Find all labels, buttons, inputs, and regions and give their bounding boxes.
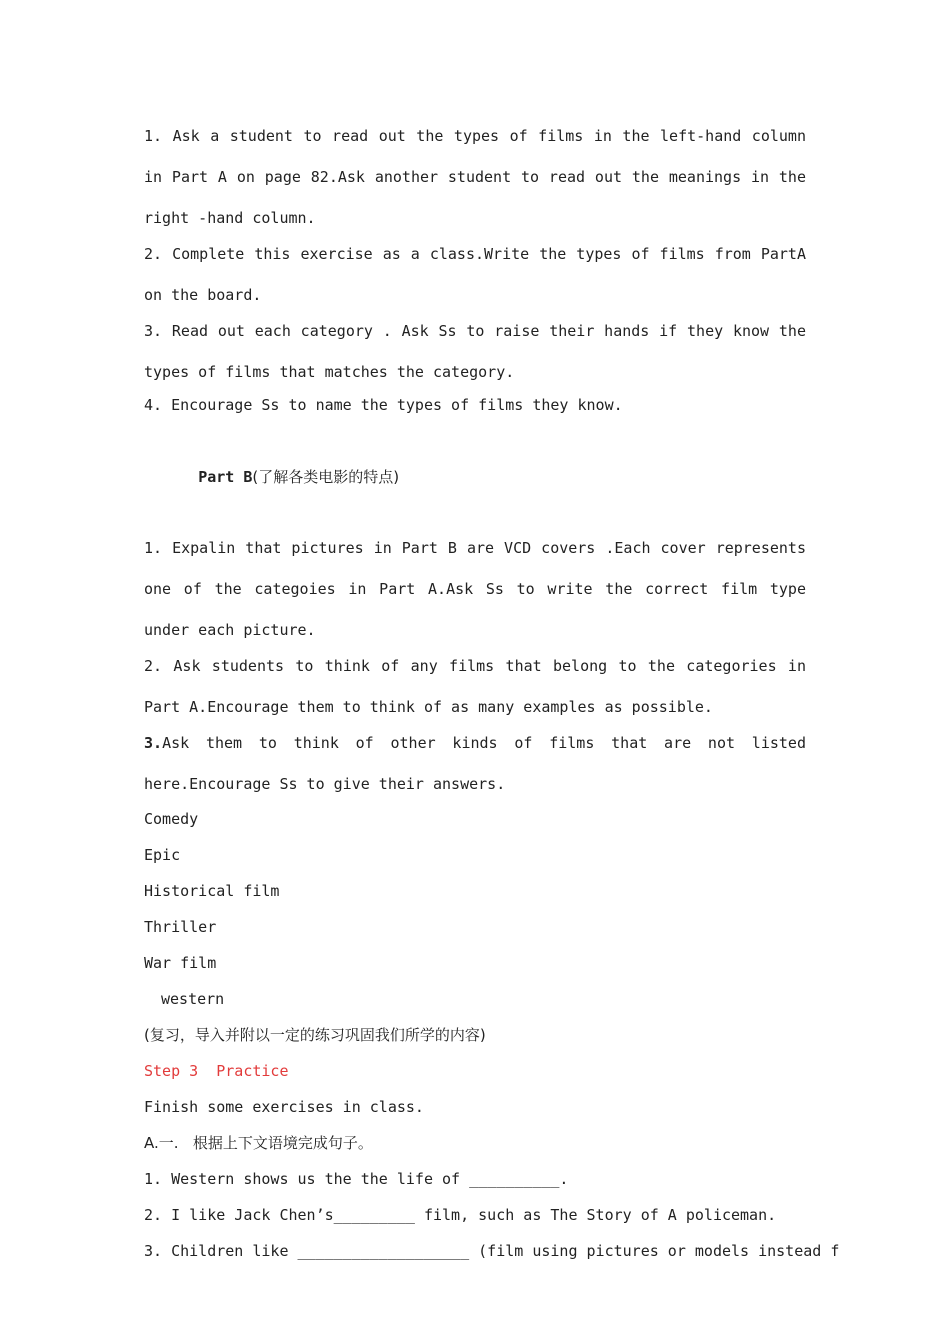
film-type-historical: Historical film bbox=[144, 882, 280, 900]
part-b-step-3-number: 3. bbox=[144, 734, 163, 752]
part-b-step-3 bbox=[144, 723, 806, 805]
part-a-step-1: 1. Ask a student to read out the types of films in the left-hand column in Part A on page 82.Ask another student to read out the meanings in the right -hand column. bbox=[144, 127, 806, 227]
film-type-western: western bbox=[161, 990, 225, 1008]
film-type-war: War film bbox=[144, 954, 217, 972]
part-a-step-3: 3. Read out each category . Ask Ss to raise their hands if they know the types of films that matches the category. bbox=[144, 322, 806, 381]
practice-intro: Finish some exercises in class. bbox=[144, 1098, 424, 1116]
exercise-3: 3. Children like ___________________ (film using pictures or models instead f bbox=[144, 1242, 840, 1260]
part-b-step-3-text: Ask them to think of other kinds of films that are not listed here.Encourage Ss to give their answers. bbox=[144, 734, 806, 793]
document-body bbox=[144, 120, 840, 1269]
exercise-heading: A.一. 根据上下文语境完成句子。 bbox=[144, 1134, 373, 1152]
review-note: (复习，导入并附以一定的练习巩固我们所学的内容) bbox=[144, 1026, 486, 1044]
exercise-2: 2. I like Jack Chen’s_________ film, such as The Story of A policeman. bbox=[144, 1206, 777, 1224]
part-b-step-2: 2. Ask students to think of any films that belong to the categories in Part A.Encourage them to think of as many examples as possible. bbox=[144, 657, 806, 716]
film-type-epic: Epic bbox=[144, 846, 181, 864]
step-3-heading: Step 3 Practice bbox=[144, 1062, 289, 1080]
part-b-heading bbox=[144, 423, 806, 531]
part-a-step-4: 4. Encourage Ss to name the types of films they know. bbox=[144, 396, 623, 414]
part-b-step-1: 1. Expalin that pictures in Part B are VCD covers .Each cover represents one of the categoies in Part A.Ask Ss to write the correct film type under each picture. bbox=[144, 539, 806, 639]
film-type-thriller: Thriller bbox=[144, 918, 217, 936]
film-type-comedy: Comedy bbox=[144, 810, 199, 828]
part-b-label: Part B bbox=[198, 468, 253, 486]
part-b-note: (了解各类电影的特点) bbox=[252, 468, 400, 486]
part-a-step-2: 2. Complete this exercise as a class.Write the types of films from PartA on the board. bbox=[144, 245, 806, 304]
exercise-1: 1. Western shows us the the life of __________. bbox=[144, 1170, 569, 1188]
